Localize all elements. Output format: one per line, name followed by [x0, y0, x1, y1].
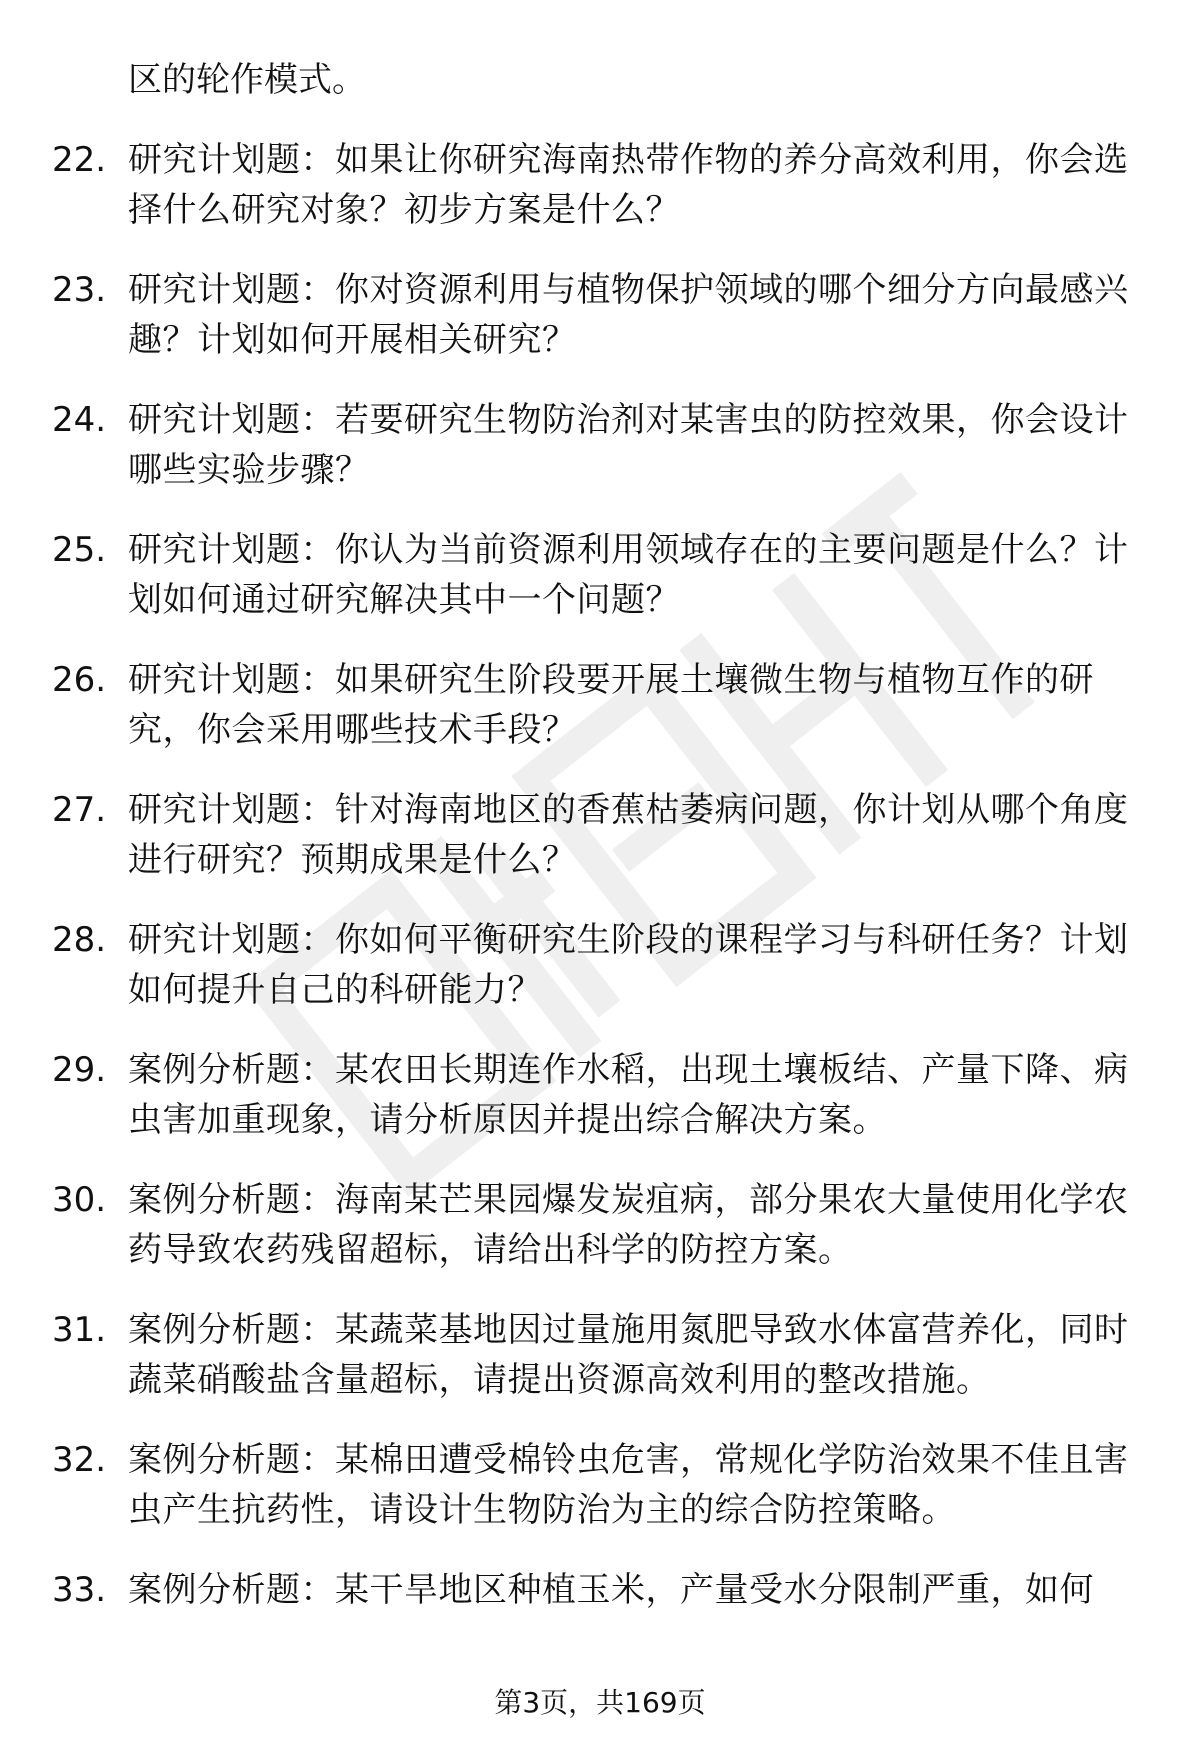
question-number: 25. [52, 530, 107, 570]
question-text: 研究计划题：如果让你研究海南热带作物的养分高效利用，你会选择什么研究对象？初步方案是什么？ [128, 140, 1129, 230]
question-text: 案例分析题：海南某芒果园爆发炭疽病，部分果农大量使用化学农药导致农药残留超标，请给出科学的防控方案。 [128, 1180, 1129, 1270]
question-number: 32. [52, 1440, 107, 1480]
question-item [52, 395, 1152, 495]
question-text: 研究计划题：你如何平衡研究生阶段的课程学习与科研任务？计划如何提升自己的科研能力？ [128, 920, 1129, 1010]
question-item [52, 655, 1152, 755]
question-number: 31. [52, 1310, 107, 1350]
question-text: 案例分析题：某蔬菜基地因过量施用氮肥导致水体富营养化，同时蔬菜硝酸盐含量超标，请提出资源高效利用的整改措施。 [128, 1310, 1129, 1400]
question-text: 研究计划题：如果研究生阶段要开展土壤微生物与植物互作的研究，你会采用哪些技术手段？ [128, 660, 1094, 750]
question-text: 研究计划题：若要研究生物防治剂对某害虫的防控效果，你会设计哪些实验步骤？ [128, 400, 1129, 490]
question-number: 27. [52, 790, 107, 830]
question-text: 案例分析题：某农田长期连作水稻，出现土壤板结、产量下降、病虫害加重现象，请分析原因并提出综合解决方案。 [128, 1050, 1129, 1140]
question-number: 24. [52, 400, 107, 440]
question-number: 28. [52, 920, 107, 960]
question-number: 22. [52, 140, 107, 180]
question-text: 案例分析题：某棉田遭受棉铃虫危害，常规化学防治效果不佳且害虫产生抗药性，请设计生物防治为主的综合防控策略。 [128, 1440, 1129, 1530]
question-text: 研究计划题：你对资源利用与植物保护领域的哪个细分方向最感兴趣？计划如何开展相关研究？ [128, 270, 1129, 360]
question-item [52, 785, 1152, 885]
question-item [52, 525, 1152, 625]
question-item [52, 915, 1152, 1015]
question-item [52, 135, 1152, 235]
document-body [52, 55, 1152, 1645]
question-item [52, 1565, 1152, 1615]
question-list [52, 135, 1152, 1615]
question-number: 23. [52, 270, 107, 310]
question-item [52, 1175, 1152, 1275]
question-number: 26. [52, 660, 107, 700]
question-text: 研究计划题：你认为当前资源利用领域存在的主要问题是什么？计划如何通过研究解决其中一个问题？ [128, 530, 1129, 620]
page-footer: 第3页，共169页 [494, 1686, 706, 1719]
question-number: 33. [52, 1570, 107, 1610]
question-text: 案例分析题：某干旱地区种植玉米，产量受水分限制严重，如何 [128, 1570, 1094, 1610]
question-number: 29. [52, 1050, 107, 1090]
question-item [52, 1305, 1152, 1405]
question-item [52, 1045, 1152, 1145]
question-text: 研究计划题：针对海南地区的香蕉枯萎病问题，你计划从哪个角度进行研究？预期成果是什么？ [128, 790, 1129, 880]
continuation-text: 区的轮作模式。 [128, 60, 366, 100]
question-item [52, 1435, 1152, 1535]
question-item [52, 265, 1152, 365]
question-number: 30. [52, 1180, 107, 1220]
